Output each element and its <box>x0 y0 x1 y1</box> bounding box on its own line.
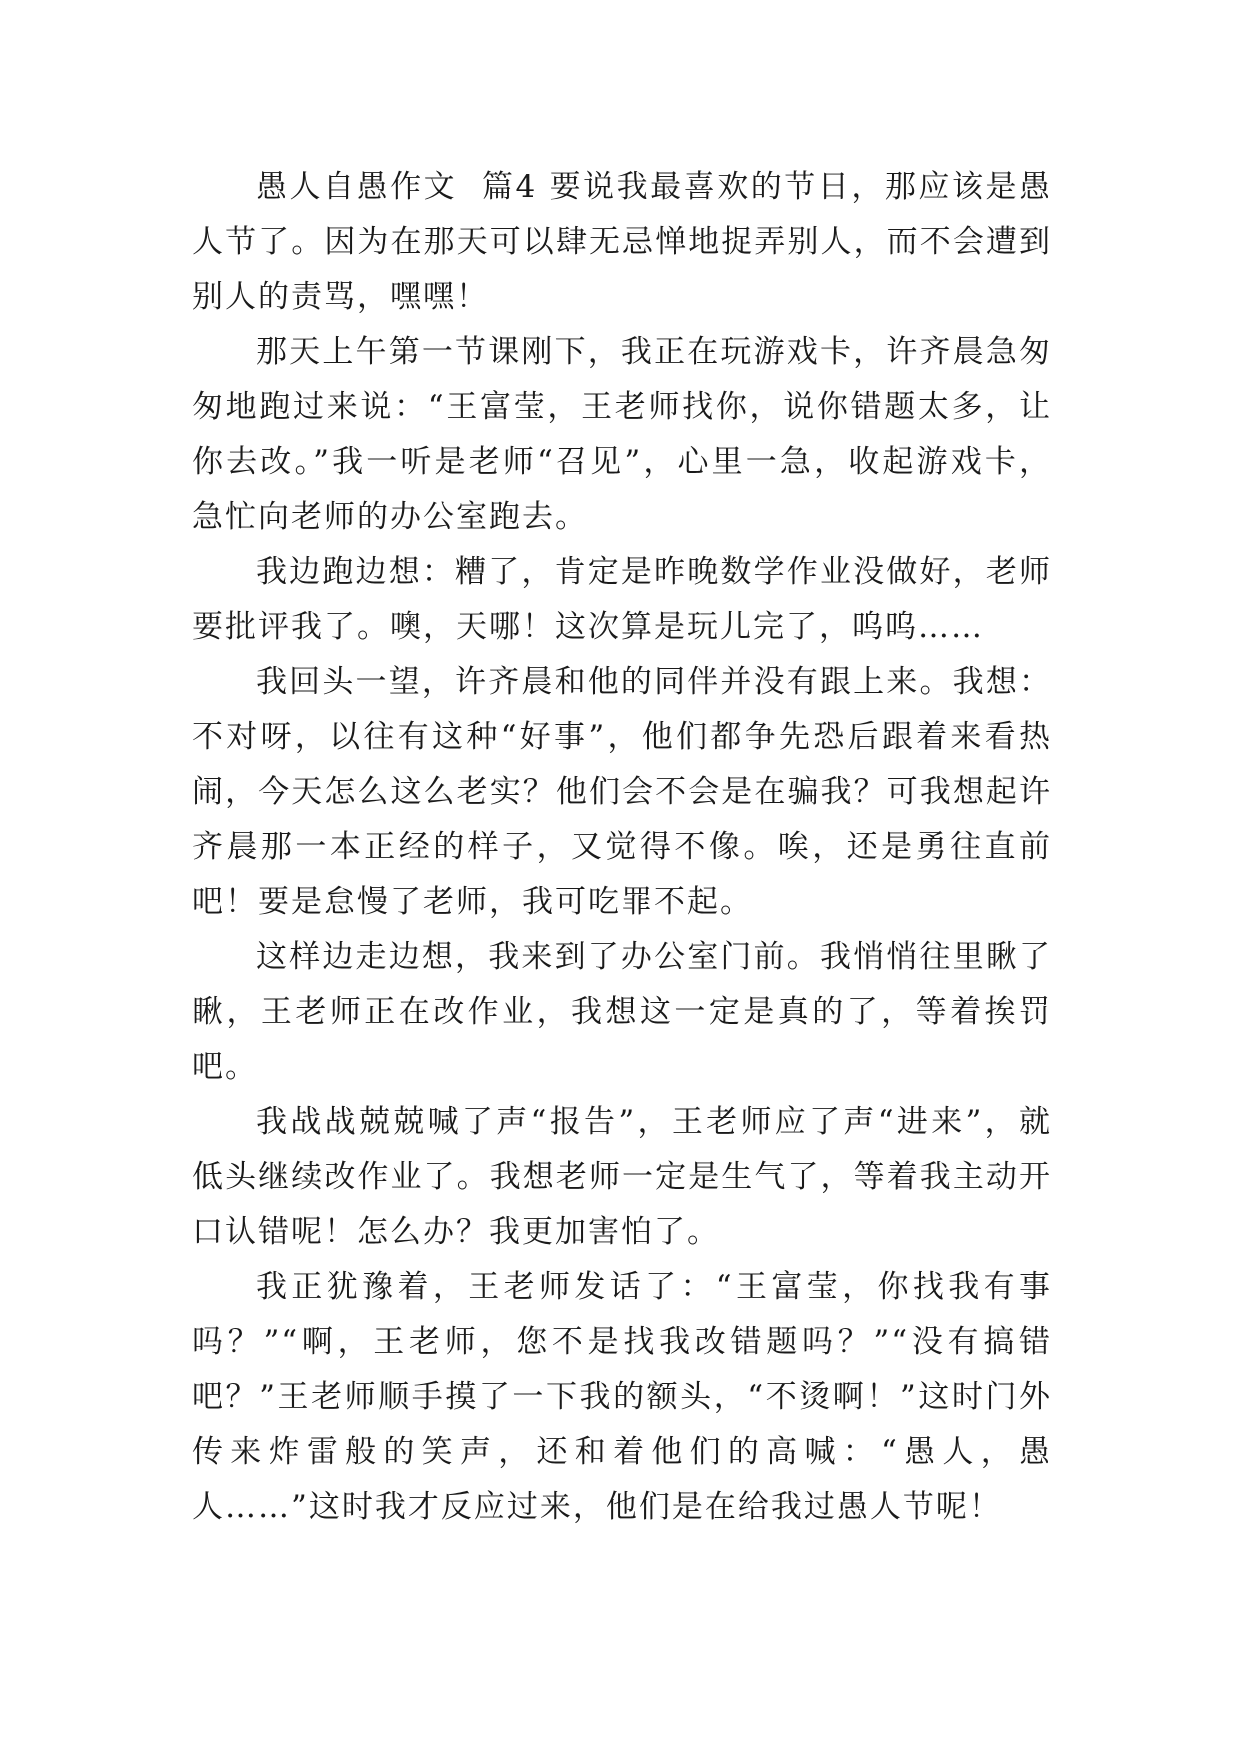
paragraph-7: 我正犹豫着，王老师发话了：“王富莹，你找我有事吗？”“啊，王老师，您不是找我改错题吗？”“没有搞错吧？”王老师顺手摸了一下我的额头，“不烫啊！”这时门外传来炸雷般的笑声，还和着他们的高喊：“愚人，愚人……”这时我才反应过来，他们是在给我过愚人节呢！ <box>192 1269 1052 1525</box>
paragraph-5: 这样边走边想，我来到了办公室门前。我悄悄往里瞅了瞅，王老师正在改作业，我想这一定是真的了，等着挨罚吧。 <box>192 939 1052 1085</box>
essay-body <box>192 160 1052 1535</box>
paragraph-6: 我战战兢兢喊了声“报告”，王老师应了声“进来”，就低头继续改作业了。我想老师一定是生气了，等着我主动开口认错呢！怎么办？我更加害怕了。 <box>192 1104 1052 1250</box>
heading-gap <box>537 169 549 205</box>
essay-heading: 愚人自愚作文 篇4 <box>256 169 538 205</box>
paragraph-text: 要说我最喜欢的节日，那应该是愚人节了。因为在那天可以肆无忌惮地捉弄别人，而不会遭到别人的责骂，嘿嘿！ <box>192 169 1053 315</box>
paragraph-3: 我边跑边想：糟了，肯定是昨晚数学作业没做好，老师要批评我了。噢，天哪！这次算是玩儿完了，呜呜…… <box>192 554 1052 645</box>
paragraph-4: 我回头一望，许齐晨和他的同伴并没有跟上来。我想：不对呀，以往有这种“好事”，他们都争先恐后跟着来看热闹，今天怎么这么老实？他们会不会是在骗我？可我想起许齐晨那一本正经的样子，又觉得不像。唉，还是勇往直前吧！要是怠慢了老师，我可吃罪不起。 <box>192 664 1052 920</box>
paragraph-1 <box>192 160 1052 325</box>
paragraph-2: 那天上午第一节课刚下，我正在玩游戏卡，许齐晨急匆匆地跑过来说：“王富莹，王老师找你，说你错题太多，让你去改。”我一听是老师“召见”，心里一急，收起游戏卡，急忙向老师的办公室跑去。 <box>192 334 1052 535</box>
